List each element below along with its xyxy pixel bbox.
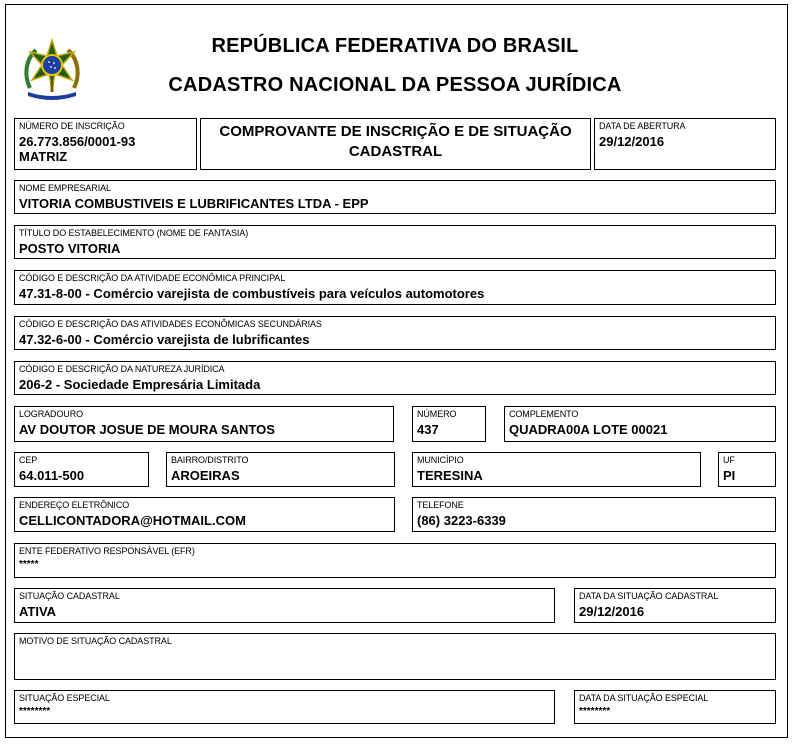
- uf-label: UF: [723, 455, 735, 465]
- municipio-box: [412, 452, 701, 487]
- efr-value: *****: [19, 559, 39, 570]
- email-value: CELLICONTADORA@HOTMAIL.COM: [19, 513, 246, 528]
- cep-label: CEP: [19, 455, 38, 465]
- header-title-republica: REPÚBLICA FEDERATIVA DO BRASIL: [211, 35, 579, 57]
- natureza-juridica-value: 206-2 - Sociedade Empresária Limitada: [19, 377, 261, 392]
- complemento-box: [504, 406, 776, 442]
- abertura-value: 29/12/2016: [599, 134, 665, 149]
- municipio-label: MUNICÍPIO: [417, 455, 464, 465]
- motivo-label: MOTIVO DE SITUAÇÃO CADASTRAL: [19, 636, 172, 646]
- natureza-juridica-label: CÓDIGO E DESCRIÇÃO DA NATUREZA JURÍDICA: [19, 364, 225, 374]
- situacao-especial-label: SITUAÇÃO ESPECIAL: [19, 693, 110, 703]
- complemento-label: COMPLEMENTO: [509, 409, 579, 419]
- data-situacao-label: DATA DA SITUAÇÃO CADASTRAL: [579, 591, 719, 601]
- telefone-value: (86) 3223-6339: [417, 513, 506, 528]
- fantasia-label: TÍTULO DO ESTABELECIMENTO (NOME DE FANTASIA): [19, 228, 249, 238]
- bairro-label: BAIRRO/DISTRITO: [171, 455, 249, 465]
- natureza-juridica-box: [14, 361, 776, 395]
- numero-label: NÚMERO: [417, 409, 457, 419]
- fantasia-box: [14, 225, 776, 259]
- situacao-especial-value: ********: [19, 706, 51, 717]
- comprovante-title-line1: COMPROVANTE DE INSCRIÇÃO E DE SITUAÇÃO: [219, 123, 572, 140]
- uf-box: [718, 452, 776, 487]
- atividades-secundarias-box: [14, 316, 776, 350]
- telefone-label: TELEFONE: [417, 500, 464, 510]
- situacao-box: [14, 588, 555, 623]
- inscricao-label: NÚMERO DE INSCRIÇÃO: [19, 121, 125, 131]
- atividade-principal-box: [14, 270, 776, 305]
- nome-empresarial-box: [14, 180, 776, 214]
- data-situacao-value: 29/12/2016: [579, 604, 645, 619]
- atividade-principal-label: CÓDIGO E DESCRIÇÃO DA ATIVIDADE ECONÔMICA PRINCIPAL: [19, 273, 286, 283]
- email-label: ENDEREÇO ELETRÔNICO: [19, 500, 130, 510]
- numero-box: [412, 406, 486, 442]
- inscricao-type: MATRIZ: [19, 149, 68, 164]
- header-title-cadastro: CADASTRO NACIONAL DA PESSOA JURÍDICA: [168, 74, 622, 96]
- numero-value: 437: [417, 422, 439, 437]
- comprovante-box: [200, 118, 591, 170]
- telefone-box: [412, 497, 776, 532]
- abertura-label: DATA DE ABERTURA: [599, 121, 686, 131]
- municipio-value: TERESINA: [417, 468, 483, 483]
- efr-box: [14, 543, 776, 578]
- motivo-box: [14, 633, 776, 680]
- data-situacao-especial-value: ********: [579, 706, 611, 717]
- complemento-value: QUADRA00A LOTE 00021: [509, 422, 668, 437]
- situacao-label: SITUAÇÃO CADASTRAL: [19, 591, 120, 601]
- inscricao-box: [14, 118, 197, 170]
- cep-box: [14, 452, 149, 487]
- atividades-secundarias-label: CÓDIGO E DESCRIÇÃO DAS ATIVIDADES ECONÔMICAS SECUNDÁRIAS: [19, 319, 322, 329]
- uf-value: PI: [723, 468, 736, 483]
- inscricao-number: 26.773.856/0001-93: [19, 134, 136, 149]
- comprovante-title-line2: CADASTRAL: [348, 143, 443, 160]
- bairro-box: [166, 452, 395, 487]
- situacao-especial-box: [14, 690, 555, 724]
- logradouro-label: LOGRADOURO: [19, 409, 84, 419]
- cep-value: 64.011-500: [19, 468, 85, 483]
- abertura-box: [594, 118, 776, 170]
- situacao-value: ATIVA: [19, 604, 57, 619]
- efr-label: ENTE FEDERATIVO RESPONSÁVEL (EFR): [19, 546, 195, 556]
- data-situacao-box: [574, 588, 776, 623]
- nome-empresarial-value: VITORIA COMBUSTIVEIS E LUBRIFICANTES LTDA - EPP: [19, 196, 369, 211]
- bairro-value: AROEIRAS: [171, 468, 240, 483]
- data-situacao-especial-box: [574, 690, 776, 724]
- atividade-principal-value: 47.31-8-00 - Comércio varejista de combustíveis para veículos automotores: [19, 286, 485, 301]
- email-box: [14, 497, 395, 532]
- logradouro-value: AV DOUTOR JOSUE DE MOURA SANTOS: [19, 422, 275, 437]
- nome-empresarial-label: NOME EMPRESARIAL: [19, 183, 111, 193]
- atividades-secundarias-value: 47.32-6-00 - Comércio varejista de lubrificantes: [19, 332, 310, 347]
- logradouro-box: [14, 406, 394, 442]
- fantasia-value: POSTO VITORIA: [19, 241, 121, 256]
- data-situacao-especial-label: DATA DA SITUAÇÃO ESPECIAL: [579, 693, 709, 703]
